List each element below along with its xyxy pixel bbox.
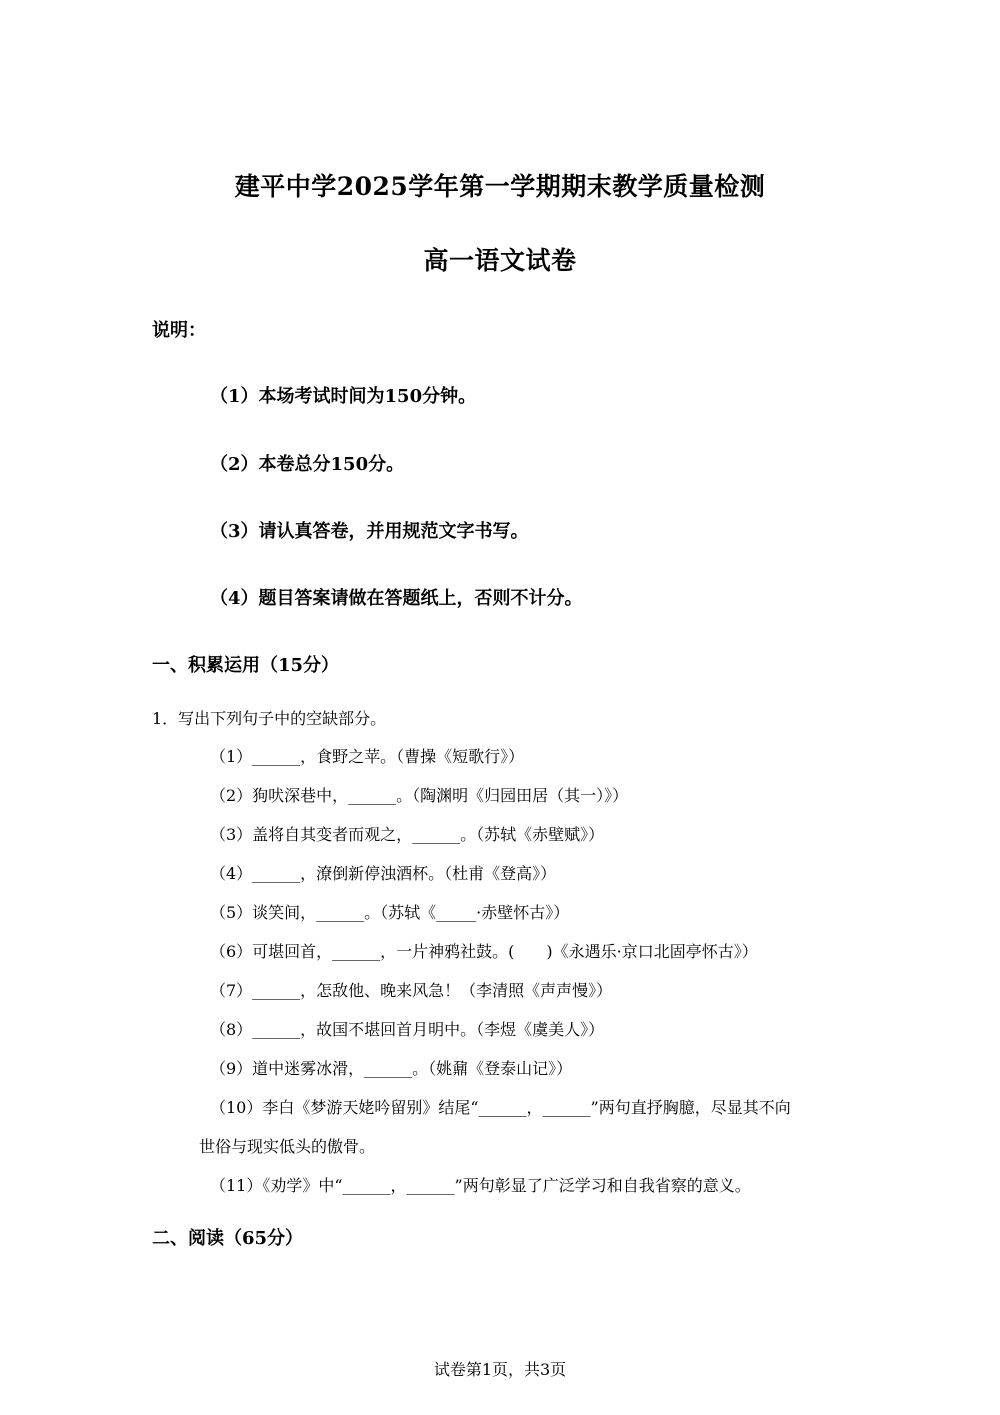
question-prompt: 1．写出下列句子中的空缺部分。	[152, 709, 387, 728]
exam-title: 建平中学2025学年第一学期期末教学质量检测	[234, 172, 766, 201]
question-item: （7）______，怎敌他、晚来风急！（李清照《声声慢》）	[210, 981, 613, 1000]
section-heading: 一、积累运用（15分）	[152, 655, 340, 676]
question-item: （5）谈笑间，______。（苏轼《_____·赤壁怀古》）	[210, 903, 570, 922]
question-item: （8）______，故国不堪回首月明中。（李煜《虞美人》）	[210, 1020, 605, 1039]
instructions-label: 说明：	[152, 320, 206, 341]
question-item: （9）道中迷雾冰滑，______。（姚鼐《登泰山记》）	[210, 1059, 573, 1078]
question-item: （4）______，潦倒新停浊酒杯。（杜甫《登高》）	[210, 864, 557, 883]
question-item: （3）盖将自其变者而观之，______。（苏轼《赤壁赋》）	[210, 825, 605, 844]
question-item: （6）可堪回首，______，一片神鸦社鼓。( )《永遇乐·京口北固亭怀古》）	[210, 942, 758, 961]
question-item: （1）______，食野之苹。（曹操《短歌行》）	[210, 747, 525, 766]
instruction-item: （3）请认真答卷，并用规范文字书写。	[210, 521, 529, 542]
question-item: （11）《劝学》中“______，______”两句彰显了广泛学习和自我省察的意义。	[210, 1176, 751, 1195]
question-item: （10）李白《梦游天姥吟留别》结尾“______，______”两句直抒胸臆，尽显其不向	[210, 1098, 791, 1117]
question-item: （2）狗吠深巷中，______。（陶渊明《归园田居（其一）》）	[210, 786, 629, 805]
section-heading: 二、阅读（65分）	[152, 1228, 304, 1249]
page-footer: 试卷第1页，共3页	[433, 1360, 567, 1379]
instruction-item: （2）本卷总分150分。	[210, 454, 405, 475]
exam-subtitle: 高一语文试卷	[423, 246, 577, 275]
instruction-item: （1）本场考试时间为150分钟。	[210, 386, 477, 407]
instruction-item: （4）题目答案请做在答题纸上，否则不计分。	[210, 588, 583, 609]
question-item-continuation: 世俗与现实低头的傲骨。	[199, 1137, 376, 1156]
